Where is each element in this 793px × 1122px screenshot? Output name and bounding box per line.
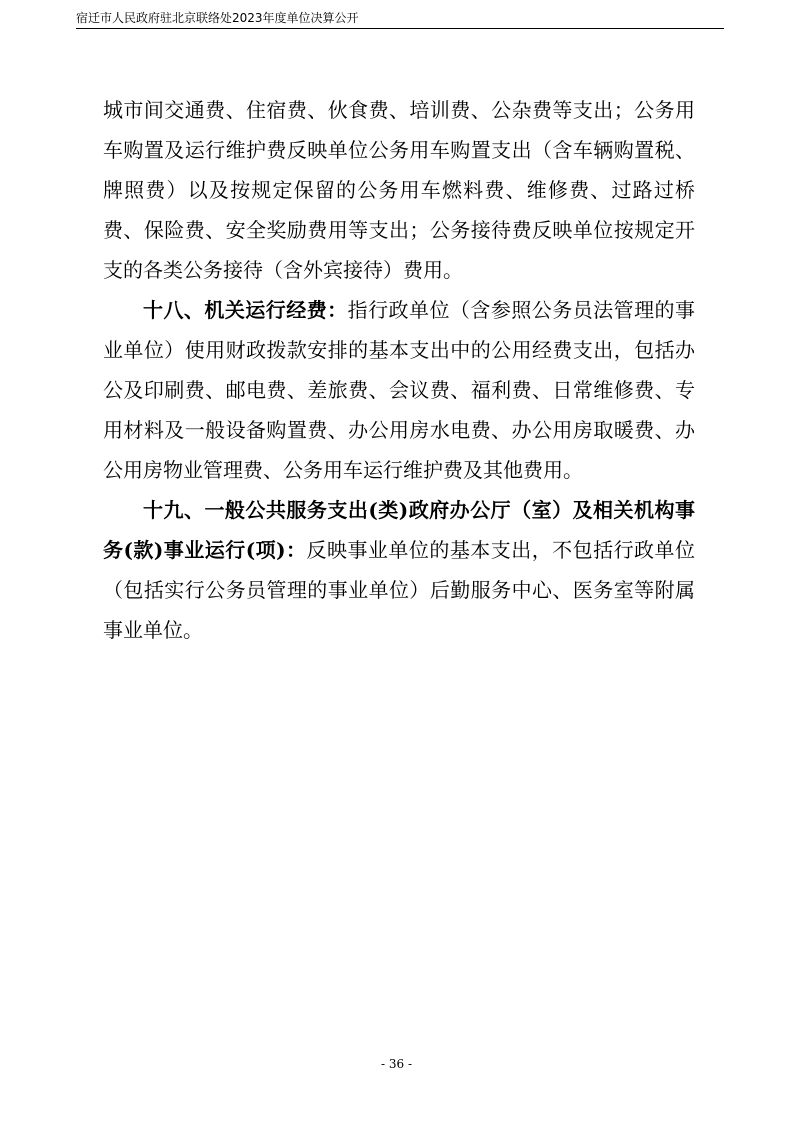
- document-body: [103, 90, 695, 650]
- paragraph-item-19: [103, 490, 695, 650]
- page-number: - 36 -: [380, 1057, 412, 1071]
- paragraph-continuation: [103, 90, 695, 290]
- paragraph-text: 反映事业单位的基本支出，不包括行政单位（包括实行公务员管理的事业单位）后勤服务中心、医务室等附属事业单位。: [103, 538, 695, 642]
- running-header: 宿迁市人民政府驻北京联络处2023年度单位决算公开: [76, 11, 359, 25]
- paragraph-item-18: [103, 290, 695, 490]
- item-heading: 十八、机关运行经费：: [143, 298, 348, 322]
- header-divider: [76, 28, 724, 29]
- paragraph-text: 城市间交通费、住宿费、伙食费、培训费、公杂费等支出；公务用车购置及运行维护费反映单位公务用车购置支出（含车辆购置税、牌照费）以及按规定保留的公务用车燃料费、维修费、过路过桥费、保险费、安全奖励费用等支出；公务接待费反映单位按规定开支的各类公务接待（含外宾接待）费用。: [103, 98, 695, 282]
- paragraph-text: 指行政单位（含参照公务员法管理的事业单位）使用财政拨款安排的基本支出中的公用经费支出，包括办公及印刷费、邮电费、差旅费、会议费、福利费、日常维修费、专用材料及一般设备购置费、办公用房水电费、办公用房取暖费、办公用房物业管理费、公务用车运行维护费及其他费用。: [103, 298, 696, 482]
- item-heading: 十九、一般公共服务支出(类)政府办公厅（室）及相关机构事务(款)事业运行(项)：: [103, 498, 695, 562]
